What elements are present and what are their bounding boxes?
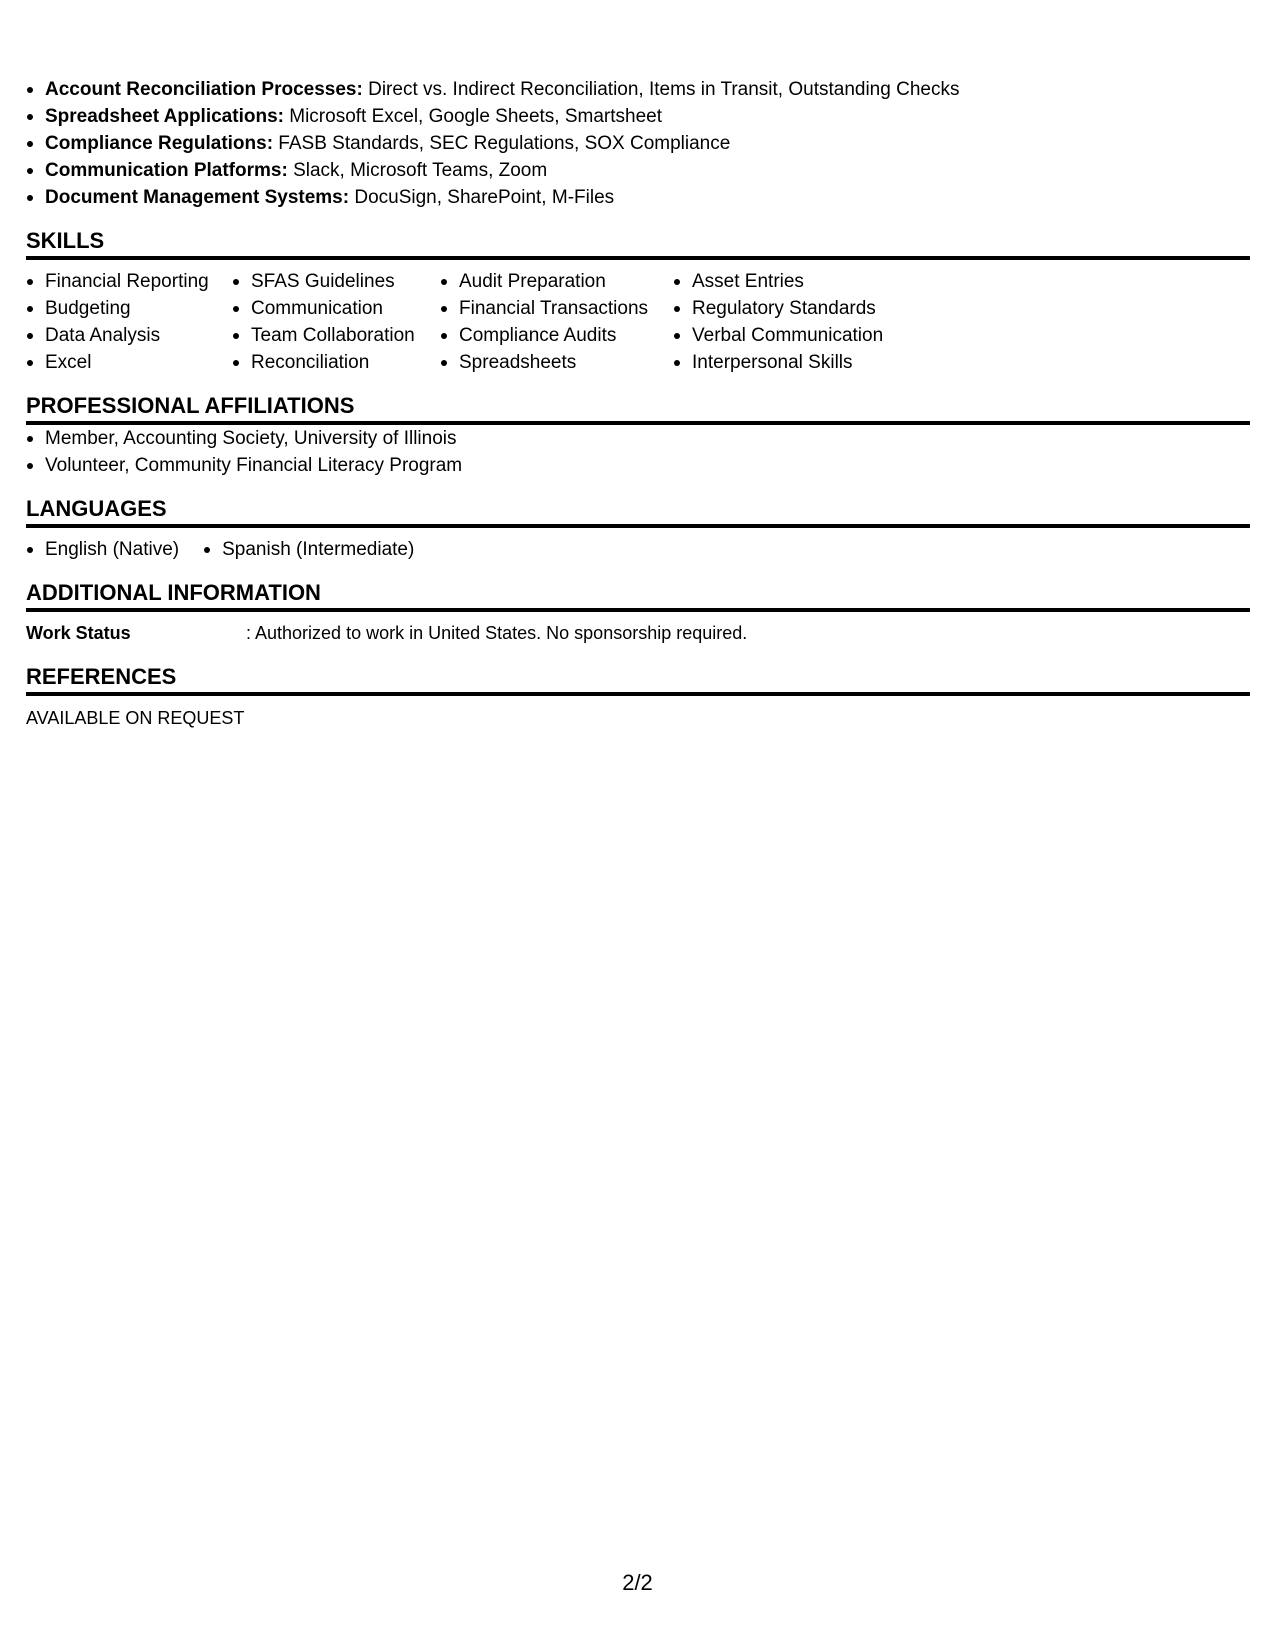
tool-label: Compliance Regulations:	[45, 133, 274, 154]
affiliations-section	[26, 393, 1250, 479]
skill-item: Asset Entries	[673, 268, 933, 295]
tool-label: Document Management Systems:	[45, 187, 350, 208]
work-status-value: : Authorized to work in United States. No sponsorship required.	[246, 623, 748, 643]
tool-text: Microsoft Excel, Google Sheets, Smartsheet	[283, 106, 663, 127]
skill-item: Communication	[232, 295, 440, 322]
skill-item: Regulatory Standards	[673, 295, 933, 322]
tools-list	[26, 76, 1250, 211]
language-item: Spanish (Intermediate)	[203, 536, 438, 563]
skill-item: Verbal Communication	[673, 322, 933, 349]
skills-grid	[26, 268, 1250, 376]
page-number: 2/2	[622, 1570, 653, 1595]
tool-label: Communication Platforms:	[45, 160, 288, 181]
skill-item: SFAS Guidelines	[232, 268, 440, 295]
tool-text: DocuSign, SharePoint, M-Files	[349, 187, 615, 208]
section-title-affiliations: PROFESSIONAL AFFILIATIONS	[26, 393, 1250, 425]
references-text: AVAILABLE ON REQUEST	[26, 708, 245, 728]
skills-column	[440, 268, 673, 376]
resume-page	[26, 76, 1250, 730]
work-status-row	[26, 620, 1250, 647]
skills-column	[26, 268, 232, 376]
skill-item: Financial Transactions	[440, 295, 673, 322]
skill-item: Reconciliation	[232, 349, 440, 376]
skill-item: Financial Reporting	[26, 268, 232, 295]
list-item	[26, 103, 1250, 130]
skill-item: Spreadsheets	[440, 349, 673, 376]
list-item	[26, 184, 1250, 211]
tool-label: Account Reconciliation Processes:	[45, 79, 363, 100]
skill-item: Interpersonal Skills	[673, 349, 933, 376]
references-section	[26, 664, 1250, 730]
tool-label: Spreadsheet Applications:	[45, 106, 284, 127]
skills-column	[232, 268, 440, 376]
section-title-additional: ADDITIONAL INFORMATION	[26, 580, 1250, 612]
affiliation-item: Member, Accounting Society, University of Illinois	[26, 425, 1250, 452]
affiliations-list	[26, 425, 1250, 479]
list-item	[26, 157, 1250, 184]
work-status-label: Work Status	[26, 623, 131, 643]
languages-row	[26, 536, 1250, 563]
language-item: English (Native)	[26, 536, 203, 563]
skill-item: Compliance Audits	[440, 322, 673, 349]
languages-list	[26, 536, 203, 563]
section-title-skills: SKILLS	[26, 228, 1250, 260]
skill-item: Team Collaboration	[232, 322, 440, 349]
languages-section	[26, 496, 1250, 563]
list-item	[26, 76, 1250, 103]
skill-item: Excel	[26, 349, 232, 376]
skill-item: Budgeting	[26, 295, 232, 322]
additional-info-section	[26, 580, 1250, 647]
tool-text: Slack, Microsoft Teams, Zoom	[287, 160, 548, 181]
skill-item: Audit Preparation	[440, 268, 673, 295]
languages-list	[203, 536, 438, 563]
tool-text: FASB Standards, SEC Regulations, SOX Compliance	[273, 133, 731, 154]
section-title-references: REFERENCES	[26, 664, 1250, 696]
skills-column	[673, 268, 933, 376]
affiliation-item: Volunteer, Community Financial Literacy Program	[26, 452, 1250, 479]
skill-item: Data Analysis	[26, 322, 232, 349]
list-item	[26, 130, 1250, 157]
section-title-languages: LANGUAGES	[26, 496, 1250, 528]
skills-section	[26, 228, 1250, 376]
tool-text: Direct vs. Indirect Reconciliation, Items in Transit, Outstanding Checks	[362, 79, 960, 100]
